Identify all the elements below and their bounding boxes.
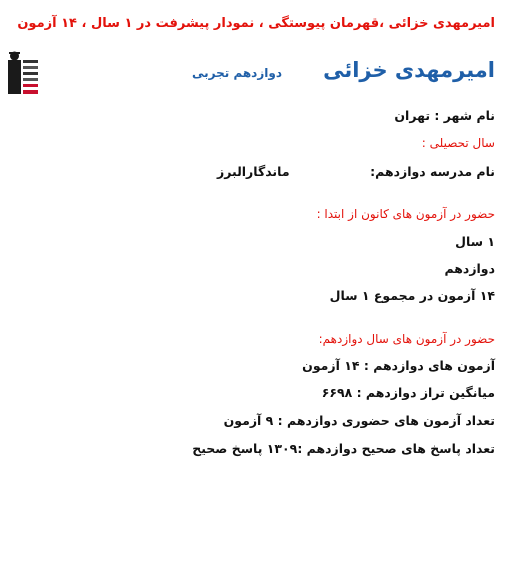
student-name: امیرمهدی خزائی: [323, 58, 495, 82]
since-start-duration: ۱ سال: [455, 234, 495, 249]
academic-year-label: سال تحصیلی :: [421, 136, 495, 150]
twelfth-correct-answers: تعداد پاسخ های صحیح دوازدهم :۱۳۰۹ پاسخ صحیح: [192, 441, 495, 456]
student-grade: دوازدهم تجربی: [192, 66, 282, 80]
since-start-heading: حضور در آزمون های کانون از ابتدا :: [316, 207, 495, 221]
city-line: نام شهر : تهران: [394, 108, 495, 123]
kanoon-logo-icon: [6, 50, 40, 96]
school-label: نام مدرسه دوازدهم:: [370, 164, 495, 179]
school-name: ماندگارالبرز: [217, 164, 290, 179]
twelfth-exams: آزمون های دوازدهم : ۱۴ آزمون: [302, 358, 495, 373]
since-start-total: ۱۴ آزمون در مجموع ۱ سال: [329, 288, 495, 303]
twelfth-avg-score: میانگین تراز دوازدهم : ۶۶۹۸: [321, 385, 495, 400]
since-start-grade: دوازدهم: [444, 261, 495, 276]
headline: امیرمهدی خزائی ،قهرمان پیوستگی ، نمودار پیشرفت در ۱ سال ، ۱۴ آزمون: [17, 16, 495, 31]
twelfth-year-heading: حضور در آزمون های سال دوازدهم:: [318, 332, 495, 346]
twelfth-in-person: تعداد آزمون های حضوری دوازدهم : ۹ آزمون: [223, 413, 495, 428]
